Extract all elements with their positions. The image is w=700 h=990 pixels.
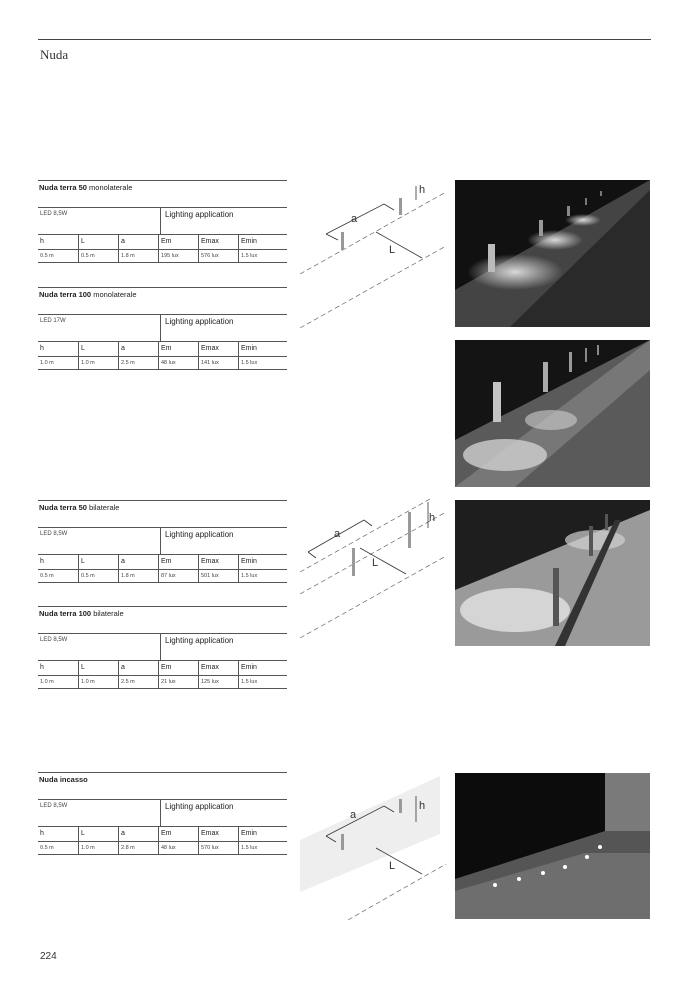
block-title: Nuda terra 100 bilaterale [39, 609, 124, 618]
table-header: h L a Em Emax Emin [38, 235, 287, 249]
layout-diagram-incasso [298, 774, 448, 924]
spec-block-terra-100-mono [38, 287, 287, 370]
diagram-label-l: L [372, 557, 379, 569]
spec-block-terra-50-mono [38, 180, 287, 263]
application-label: Lighting application [165, 530, 234, 539]
application-label: Lighting application [165, 636, 234, 645]
block-title: Nuda terra 50 monolaterale [39, 183, 133, 192]
spec-block-terra-50-bi [38, 500, 287, 583]
application-label: Lighting application [165, 802, 234, 811]
night-photo-recessed-steps [455, 773, 650, 919]
application-label: Lighting application [165, 210, 234, 219]
block-title: Nuda terra 50 bilaterale [39, 503, 120, 512]
page-number: 224 [40, 951, 57, 962]
night-photo-bollards-bilateral [455, 500, 650, 646]
night-photo-bollards-mono [455, 180, 650, 327]
table-header: h L a Em Emax Emin [38, 342, 287, 356]
page-title: Nuda [40, 47, 69, 62]
led-power: LED 17W [38, 315, 161, 341]
diagram-label-h: h [419, 800, 426, 812]
table-row: 0.5 m 0.5 m 1.8 m 195 lux 576 lux 1.5 lux [38, 250, 287, 262]
diagram-label-h: h [429, 512, 436, 524]
led-power: LED 8,5W [38, 528, 161, 554]
diagram-label-l: L [389, 860, 396, 872]
table-row: 1.0 m 1.0 m 2.5 m 48 lux 141 lux 1.5 lux [38, 357, 287, 369]
table-row: 0.5 m 0.5 m 1.8 m 87 lux 501 lux 1.5 lux [38, 570, 287, 582]
diagram-label-a: a [334, 528, 341, 540]
application-label: Lighting application [165, 317, 234, 326]
diagram-label-a: a [351, 213, 358, 225]
table-header: h L a Em Emax Emin [38, 555, 287, 569]
block-title: Nuda incasso [39, 775, 88, 784]
diagram-label-h: h [419, 184, 426, 196]
block-title: Nuda terra 100 monolaterale [39, 290, 137, 299]
layout-diagram-mono [298, 178, 448, 330]
night-photo-bollards-wall [455, 340, 650, 487]
led-power: LED 8,5W [38, 634, 161, 660]
top-rule [38, 39, 651, 40]
layout-diagram-bi [298, 498, 448, 650]
spec-block-terra-100-bi [38, 606, 287, 689]
diagram-label-l: L [389, 244, 396, 256]
diagram-label-a: a [350, 809, 357, 821]
table-row: 0.5 m 1.0 m 2.8 m 48 lux 570 lux 1.5 lux [38, 842, 287, 854]
led-power: LED 8,5W [38, 800, 161, 826]
spec-block-incasso [38, 772, 287, 855]
table-header: h L a Em Emax Emin [38, 827, 287, 841]
table-row: 1.0 m 1.0 m 2.5 m 21 lux 125 lux 1.5 lux [38, 676, 287, 688]
led-power: LED 8,5W [38, 208, 161, 234]
table-header: h L a Em Emax Emin [38, 661, 287, 675]
